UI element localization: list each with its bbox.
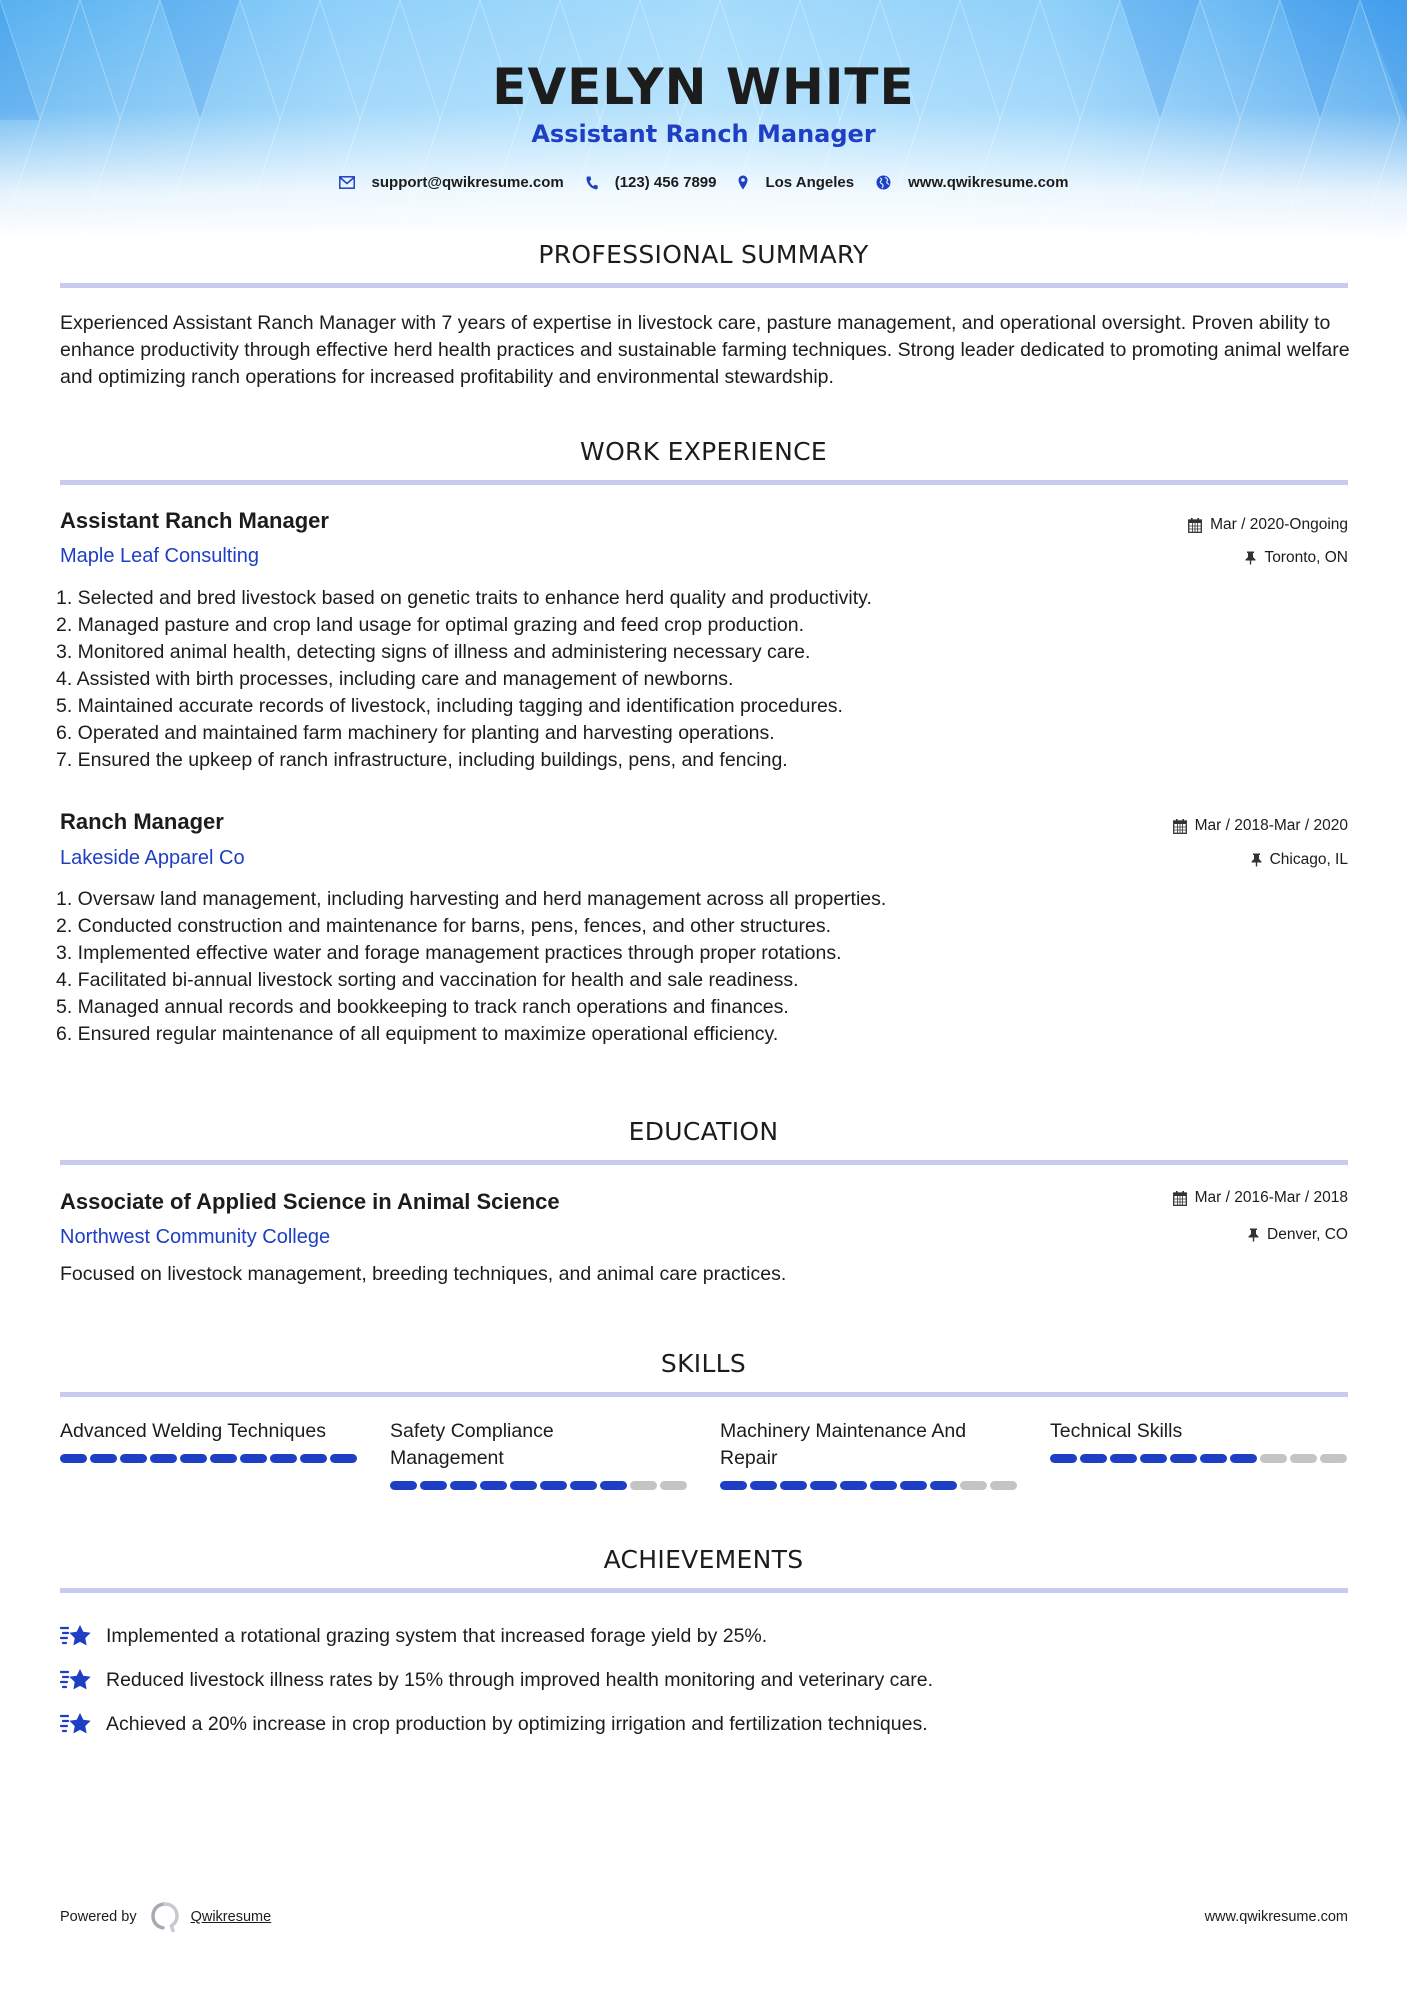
contact-phone[interactable] xyxy=(586,174,717,191)
skill-dot-filled xyxy=(810,1481,837,1490)
section-divider xyxy=(60,283,1348,288)
achievements-list xyxy=(60,1614,1350,1746)
qwikresume-link[interactable]: Qwikresume xyxy=(190,1909,272,1925)
skill-dot-filled xyxy=(840,1481,867,1490)
email-text: support@qwikresume.com xyxy=(371,174,564,191)
skill-dot-filled xyxy=(750,1481,777,1490)
skill-item xyxy=(60,1418,360,1490)
bullet-item: 3. Implemented effective water and forage management practices through proper rotations. xyxy=(56,942,842,964)
job-location-text: Toronto, ON xyxy=(1264,549,1348,566)
skill-dot-empty xyxy=(660,1481,687,1490)
skill-dot-filled xyxy=(60,1454,87,1463)
location-text: Los Angeles xyxy=(765,174,855,191)
skill-dot-filled xyxy=(1230,1454,1257,1463)
section-title-education: EDUCATION xyxy=(628,1117,779,1146)
skill-dot-empty xyxy=(1260,1454,1287,1463)
resume-header xyxy=(0,0,1407,240)
job-dates xyxy=(1173,817,1348,835)
skill-dot-filled xyxy=(1110,1454,1137,1463)
globe-icon xyxy=(876,175,891,190)
section-divider xyxy=(60,1160,1348,1165)
job-title: Assistant Ranch Manager xyxy=(60,508,329,533)
skill-item xyxy=(1050,1418,1350,1490)
job-dates-text: Mar / 2018-Mar / 2020 xyxy=(1194,817,1348,834)
skill-dot-empty xyxy=(630,1481,657,1490)
skill-dot-filled xyxy=(780,1481,807,1490)
bullet-item: 6. Operated and maintained farm machinery for planting and harvesting operations. xyxy=(56,722,775,744)
job-location xyxy=(1245,549,1348,567)
job-bullets xyxy=(56,585,1346,774)
skill-dot-empty xyxy=(1320,1454,1347,1463)
section-divider xyxy=(60,480,1348,485)
skill-dot-filled xyxy=(1080,1454,1107,1463)
bullet-item: 5. Maintained accurate records of livestock, including tagging and identification procedures. xyxy=(56,695,843,717)
skill-dot-filled xyxy=(420,1481,447,1490)
bullet-item: 2. Managed pasture and crop land usage for optimal grazing and feed crop production. xyxy=(56,614,804,636)
skill-name: Machinery Maintenance And Repair xyxy=(720,1420,967,1469)
phone-icon xyxy=(586,176,598,190)
skill-dot-filled xyxy=(180,1454,207,1463)
job-location-text: Chicago, IL xyxy=(1269,851,1348,868)
company-name: Lakeside Apparel Co xyxy=(60,847,245,869)
skill-dot-filled xyxy=(90,1454,117,1463)
achievement-text: Reduced livestock illness rates by 15% through improved health monitoring and veterinary care. xyxy=(106,1668,934,1691)
achievement-text: Implemented a rotational grazing system that increased forage yield by 25%. xyxy=(106,1624,768,1647)
skill-dot-filled xyxy=(1140,1454,1167,1463)
website-text: www.qwikresume.com xyxy=(908,174,1069,191)
powered-by-label: Powered by xyxy=(60,1909,137,1925)
skill-dot-filled xyxy=(270,1454,297,1463)
section-title-experience: WORK EXPERIENCE xyxy=(580,437,827,466)
star-icon xyxy=(60,1667,92,1693)
achievement-item xyxy=(60,1658,1350,1702)
bullet-item: 1. Selected and bred livestock based on genetic traits to enhance herd quality and productivity. xyxy=(56,587,872,609)
skill-dot-filled xyxy=(510,1481,537,1490)
skill-name: Advanced Welding Techniques xyxy=(60,1420,326,1442)
bullet-item: 3. Monitored animal health, detecting signs of illness and administering necessary care. xyxy=(56,641,811,663)
skill-dot-filled xyxy=(1170,1454,1197,1463)
section-divider xyxy=(60,1588,1348,1593)
footer xyxy=(60,1902,1348,1932)
map-pin-icon xyxy=(738,175,748,190)
qwikresume-logo-icon xyxy=(151,1902,179,1932)
skill-name: Technical Skills xyxy=(1050,1420,1183,1442)
bullet-item: 2. Conducted construction and maintenance for barns, pens, fences, and other structures. xyxy=(56,915,832,937)
skill-dot-filled xyxy=(930,1481,957,1490)
bullet-item: 6. Ensured regular maintenance of all equipment to maximize operational efficiency. xyxy=(56,1023,779,1045)
skill-dot-filled xyxy=(540,1481,567,1490)
star-icon xyxy=(60,1711,92,1737)
bullet-item: 4. Facilitated bi-annual livestock sorting and vaccination for health and sale readiness. xyxy=(56,969,799,991)
contact-email[interactable] xyxy=(339,174,564,191)
company-name: Maple Leaf Consulting xyxy=(60,545,260,567)
pushpin-icon xyxy=(1251,853,1262,867)
skill-name: Safety Compliance Management xyxy=(390,1420,554,1469)
bullet-item: 1. Oversaw land management, including harvesting and herd management across all properties. xyxy=(56,888,887,910)
envelope-icon xyxy=(339,176,355,189)
education-description: Focused on livestock management, breeding techniques, and animal care practices. xyxy=(60,1263,787,1285)
skill-rating xyxy=(1050,1454,1350,1463)
skill-dot-filled xyxy=(480,1481,507,1490)
section-title-achievements: ACHIEVEMENTS xyxy=(603,1545,804,1574)
section-title-summary: PROFESSIONAL SUMMARY xyxy=(538,240,869,269)
pushpin-icon xyxy=(1248,1228,1259,1242)
calendar-icon xyxy=(1188,518,1202,533)
pushpin-icon xyxy=(1245,551,1256,565)
candidate-name: EVELYN WHITE xyxy=(492,58,915,116)
skill-dot-filled xyxy=(870,1481,897,1490)
degree-title: Associate of Applied Science in Animal Science xyxy=(60,1189,560,1214)
education-dates xyxy=(1173,1189,1348,1207)
skill-dot-filled xyxy=(1050,1454,1077,1463)
skill-dot-filled xyxy=(240,1454,267,1463)
contact-location xyxy=(738,174,854,191)
summary-text: Experienced Assistant Ranch Manager with 7 years of expertise in livestock care, pasture management, and operational oversight. Proven ability to enhance productivity through effective herd health practices and sustainable farming techniques. Strong leader dedicated to promoting animal welfare and optimizing ranch operations for increased profitability and environmental stewardship. xyxy=(60,312,1350,388)
job-title: Ranch Manager xyxy=(60,809,224,834)
bullet-item: 5. Managed annual records and bookkeeping to track ranch operations and finances. xyxy=(56,996,789,1018)
achievement-item xyxy=(60,1614,1350,1658)
skill-item xyxy=(720,1418,1020,1490)
job-dates-text: Mar / 2020-Ongoing xyxy=(1210,516,1348,533)
school-name: Northwest Community College xyxy=(60,1226,331,1248)
skill-dot-filled xyxy=(570,1481,597,1490)
skill-dot-filled xyxy=(390,1481,417,1490)
job-location xyxy=(1251,851,1348,869)
skill-dot-empty xyxy=(1290,1454,1317,1463)
calendar-icon xyxy=(1173,1191,1187,1206)
job-bullets xyxy=(56,886,1346,1048)
footer-website[interactable]: www.qwikresume.com xyxy=(1204,1909,1348,1925)
skill-dot-filled xyxy=(720,1481,747,1490)
skill-dot-filled xyxy=(150,1454,177,1463)
skill-rating xyxy=(720,1481,1020,1490)
skill-dot-filled xyxy=(120,1454,147,1463)
education-location-text: Denver, CO xyxy=(1267,1226,1348,1243)
education-dates-text: Mar / 2016-Mar / 2018 xyxy=(1194,1189,1348,1206)
skill-dot-filled xyxy=(900,1481,927,1490)
section-title-skills: SKILLS xyxy=(660,1349,747,1378)
contact-website[interactable] xyxy=(876,174,1068,191)
star-icon xyxy=(60,1623,92,1649)
bullet-item: 7. Ensured the upkeep of ranch infrastructure, including buildings, pens, and fencing. xyxy=(56,749,788,771)
skill-dot-filled xyxy=(600,1481,627,1490)
skill-rating xyxy=(60,1454,360,1463)
bullet-item: 4. Assisted with birth processes, including care and management of newborns. xyxy=(56,668,734,690)
achievement-text: Achieved a 20% increase in crop production by optimizing irrigation and fertilization techniques. xyxy=(106,1712,928,1735)
skill-dot-filled xyxy=(450,1481,477,1490)
candidate-role: Assistant Ranch Manager xyxy=(531,120,876,148)
skill-dot-filled xyxy=(1200,1454,1227,1463)
skill-dot-filled xyxy=(300,1454,327,1463)
skill-dot-empty xyxy=(990,1481,1017,1490)
contact-bar xyxy=(0,174,1407,191)
skill-dot-filled xyxy=(330,1454,357,1463)
calendar-icon xyxy=(1173,819,1187,834)
section-divider xyxy=(60,1392,1348,1397)
skill-item xyxy=(390,1418,690,1490)
education-location xyxy=(1248,1226,1348,1244)
skill-rating xyxy=(390,1481,690,1490)
job-dates xyxy=(1188,516,1348,534)
achievement-item xyxy=(60,1702,1350,1746)
phone-text: (123) 456 7899 xyxy=(614,174,717,191)
skill-dot-filled xyxy=(210,1454,237,1463)
skill-dot-empty xyxy=(960,1481,987,1490)
skills-list xyxy=(60,1418,1350,1490)
